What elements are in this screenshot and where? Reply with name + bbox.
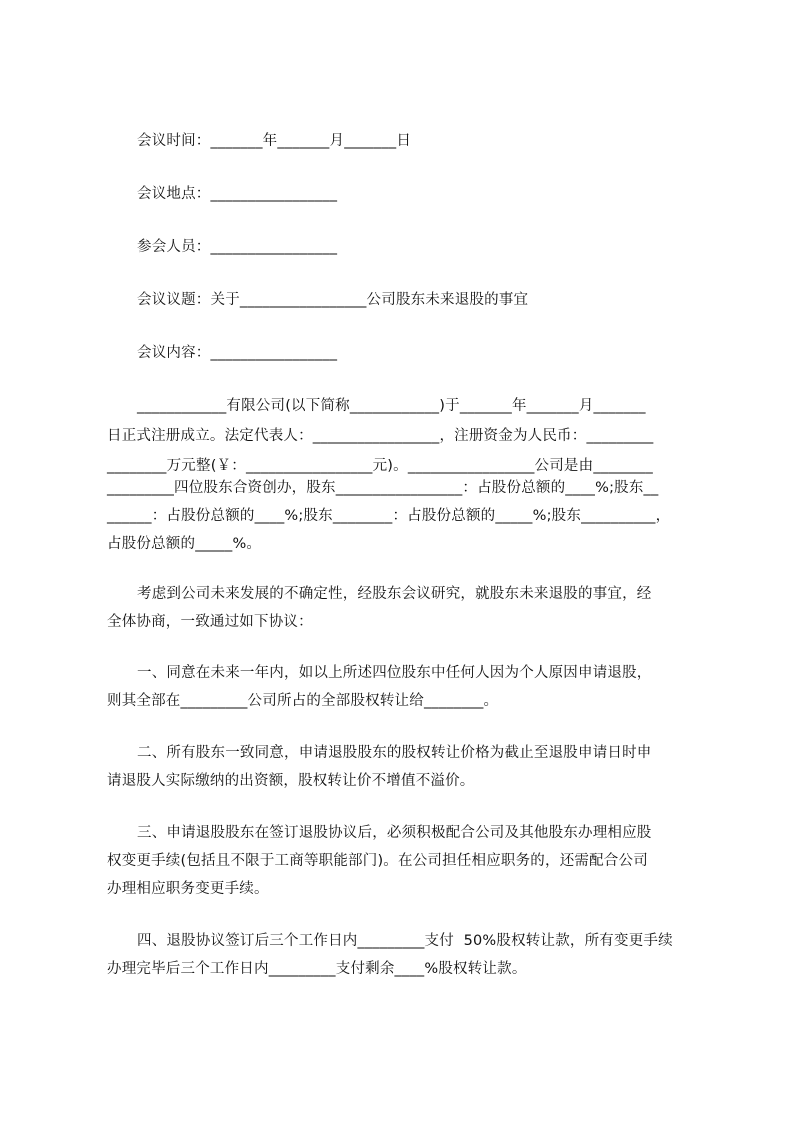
clause-three-line: 三、申请退股股东在签订退股协议后，必须积极配合公司及其他股东办理相应股 [137,825,652,841]
intro-line: 日正式注册成立。法定代表人：_________________，注册资金为人民币：_________ [107,428,654,444]
consideration-line: 考虑到公司未来发展的不确定性，经股东会议研究，就股东未来退股的事宜，经 [137,586,652,602]
clause-one-line: 则其全部在_________公司所占的全部股权转让给________。 [107,693,499,709]
clause-two-line: 请退股人实际缴纳的出资额，股权转让价不增值不溢价。 [107,773,475,789]
intro-line: ______：占股份总额的____%;股东________：占股份总额的_____%;股东__________， [107,508,671,524]
clause-one-line: 一、同意在未来一年内，如以上所述四位股东中任何人因为个人原因申请退股， [137,665,652,681]
meeting-content: 会议内容：_________________ [137,345,338,361]
meeting-topic: 会议议题：关于_________________公司股东未来退股的事宜 [137,292,529,308]
consideration-line: 全体协商，一致通过如下协议： [107,614,313,630]
clause-three-line: 权变更手续(包括且不限于工商等职能部门)。在公司担任相应职务的，还需配合公司 [107,853,648,869]
intro-line: _________四位股东合资创办，股东_________________：占股份总额的____%;股东__ [107,480,659,496]
clause-two-line: 二、所有股东一致同意，申请退股股东的股权转让价格为截止至退股申请日时申 [137,745,652,761]
clause-three-line: 办理相应职务变更手续。 [107,881,269,897]
meeting-place: 会议地点：_________________ [137,186,338,202]
meeting-time: 会议时间：_______年_______月_______日 [137,133,412,149]
intro-line: 占股份总额的_____%。 [107,536,262,552]
clause-four-line: 四、退股协议签订后三个工作日内_________支付 50%股权转让款，所有变更手续 [137,933,673,949]
clause-four-line: 办理完毕后三个工作日内_________支付剩余____%股权转让款。 [107,961,527,977]
meeting-attendees: 参会人员：_________________ [137,239,338,255]
intro-line: ____________有限公司(以下简称____________)于_______年_______月_______ [137,398,646,414]
intro-line: ________万元整(￥：_________________元)。_________________公司是由________ [107,458,653,474]
